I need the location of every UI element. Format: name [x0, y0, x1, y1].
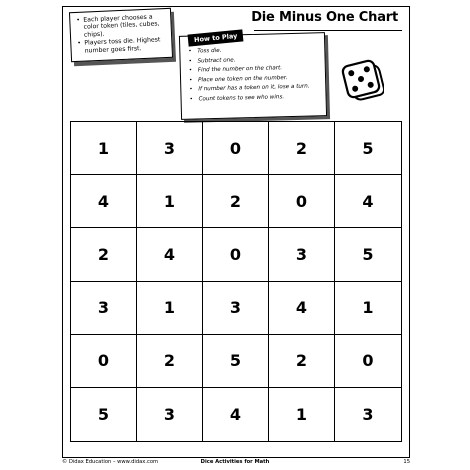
chart-cell[interactable]: 4 — [71, 175, 137, 228]
how-to-play-step: • Toss die. — [188, 44, 320, 57]
how-to-play-label: How to Play — [188, 29, 244, 46]
chart-cell[interactable]: 1 — [137, 282, 203, 335]
how-to-play-step: • If number has a token on it, lose a turn. — [189, 83, 321, 96]
chart-cell[interactable]: 2 — [269, 335, 335, 388]
chart-cell[interactable]: 5 — [335, 122, 401, 175]
footer-copyright: © Didax Education – www.didax.com — [62, 459, 159, 465]
how-to-play-step: • Find the number on the chart. — [189, 63, 321, 76]
how-to-play-step: • Subtract one. — [188, 54, 320, 67]
chart-cell[interactable]: 0 — [269, 175, 335, 228]
chart-cell[interactable]: 4 — [335, 175, 401, 228]
chart-cell[interactable]: 4 — [137, 228, 203, 281]
chart-cell[interactable]: 0 — [203, 228, 269, 281]
page-title: Die Minus One Chart — [251, 10, 398, 25]
chart-cell[interactable]: 3 — [203, 282, 269, 335]
chart-cell[interactable]: 2 — [269, 122, 335, 175]
chart-cell[interactable]: 4 — [269, 282, 335, 335]
chart-cell[interactable]: 1 — [71, 122, 137, 175]
how-to-play-card — [179, 32, 327, 120]
footer-page-number: 15 — [403, 459, 410, 465]
chart-cell[interactable]: 3 — [269, 228, 335, 281]
chart-cell[interactable]: 3 — [71, 282, 137, 335]
chart-cell[interactable]: 5 — [71, 388, 137, 441]
chart-cell[interactable]: 0 — [71, 335, 137, 388]
chart-cell[interactable]: 0 — [203, 122, 269, 175]
chart-cell[interactable]: 3 — [137, 122, 203, 175]
chart-cell[interactable]: 4 — [203, 388, 269, 441]
chart-cell[interactable]: 3 — [137, 388, 203, 441]
chart-cell[interactable]: 1 — [335, 282, 401, 335]
how-to-play-step: • Count tokens to see who wins. — [189, 92, 321, 105]
title-underline — [254, 30, 402, 31]
chart-cell[interactable]: 5 — [203, 335, 269, 388]
setup-item: • Players toss die. Highest number goes first. — [77, 36, 168, 55]
number-chart-grid — [70, 121, 402, 442]
chart-cell[interactable]: 3 — [362, 404, 374, 424]
chart-cell[interactable]: 5 — [335, 228, 401, 281]
die-icon — [338, 56, 384, 102]
chart-cell[interactable]: 2 — [71, 228, 137, 281]
how-to-play-step: • Place one token on the number. — [189, 73, 321, 86]
chart-cell[interactable]: 0 — [335, 335, 401, 388]
footer-book-title: Dice Activities for Math — [200, 459, 270, 465]
chart-cell[interactable]: 1 — [137, 175, 203, 228]
setup-card — [69, 8, 173, 62]
setup-item: • Each player chooses a color token (tiles, cubes, chips). — [76, 13, 167, 39]
chart-cell[interactable]: 1 — [269, 388, 335, 441]
chart-cell[interactable]: 2 — [137, 335, 203, 388]
chart-cell[interactable]: 2 — [203, 175, 269, 228]
